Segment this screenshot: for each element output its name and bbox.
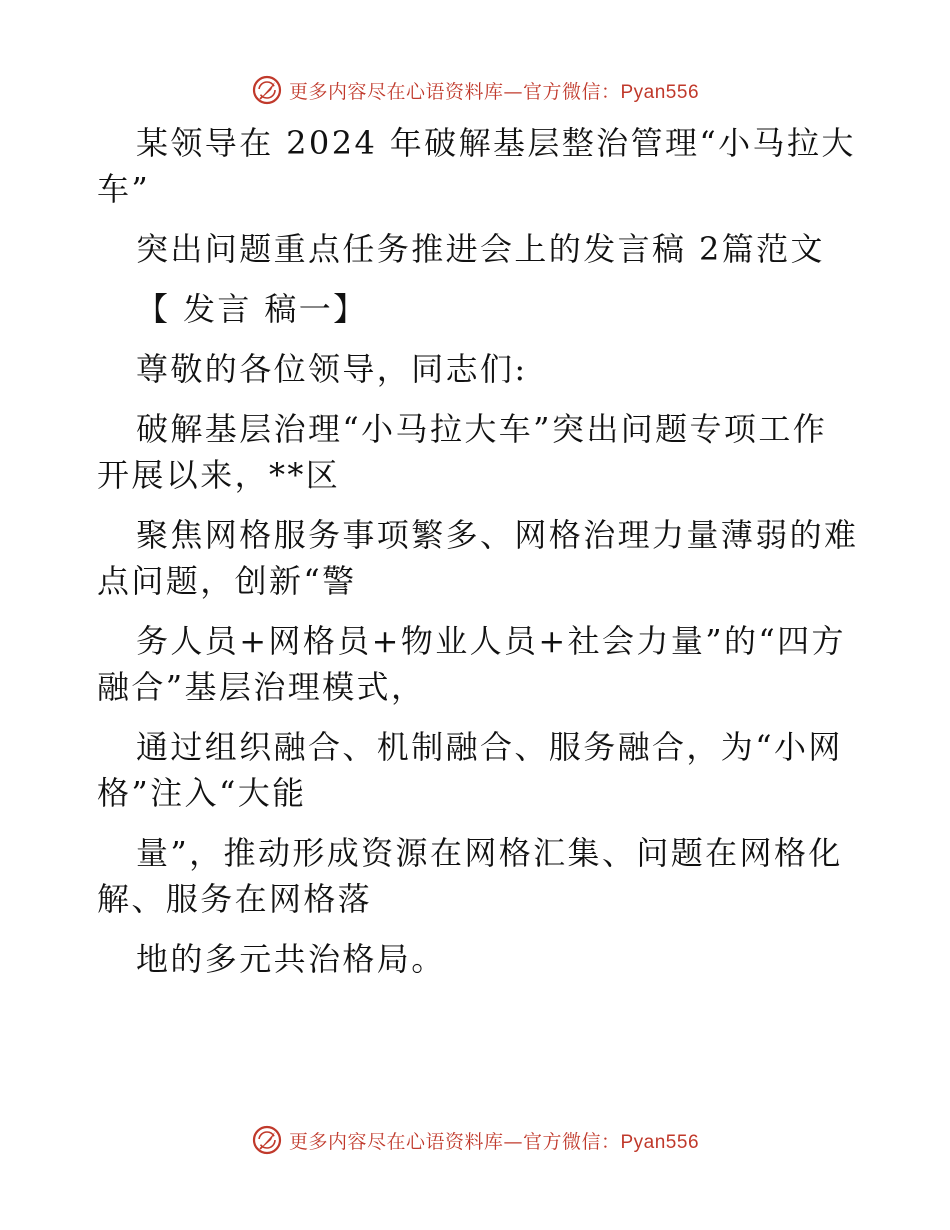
document-body — [97, 120, 857, 982]
paragraph-4-line-2: 格”注入“大能 — [97, 774, 307, 812]
salutation: 尊敬的各位领导，同志们: — [136, 350, 528, 388]
section-heading: 【 发言 稿一】 — [136, 290, 368, 328]
header-text — [289, 77, 699, 104]
paragraph-2-line-1: 聚焦网格服务事项繁多、网格治理力量薄弱的难 — [136, 516, 859, 554]
paragraph-1-line-2: 开展以来，**区 — [97, 456, 341, 494]
footer-handle: Pyan556 — [620, 1131, 700, 1153]
feather-pen-logo-icon — [251, 74, 283, 106]
paragraph-2-line-2: 点问题，创新“警 — [97, 562, 357, 600]
feather-pen-logo-icon — [251, 1124, 283, 1156]
paragraph-3-line-1: 务人员+网格员+物业人员+社会力量”的“四方 — [136, 622, 846, 660]
footer-banner — [0, 1120, 950, 1160]
paragraph-6-line-1: 地的多元共治格局。 — [136, 940, 446, 978]
paragraph-1-line-1: 破解基层治理“小马拉大车”突出问题专项工作 — [136, 410, 828, 448]
header-handle: Pyan556 — [620, 81, 700, 103]
footer-prefix: 更多内容尽在心语资料库—官方微信： — [288, 1130, 621, 1153]
footer-text — [289, 1127, 699, 1154]
title-line-2: 车” — [97, 170, 151, 208]
paragraph-5-line-2: 解、服务在网格落 — [97, 880, 373, 918]
title-line-3: 突出问题重点任务推进会上的发言稿 2篇范文 — [136, 230, 825, 268]
title-line-1: 某领导在 2024 年破解基层整治管理“小马拉大 — [136, 124, 856, 162]
paragraph-5-line-1: 量”，推动形成资源在网格汇集、问题在网格化 — [136, 834, 843, 872]
header-prefix: 更多内容尽在心语资料库—官方微信： — [288, 80, 621, 103]
header-banner — [0, 70, 950, 110]
paragraph-4-line-1: 通过组织融合、机制融合、服务融合，为“小网 — [136, 728, 843, 766]
paragraph-3-line-2: 融合”基层治理模式， — [97, 668, 426, 706]
